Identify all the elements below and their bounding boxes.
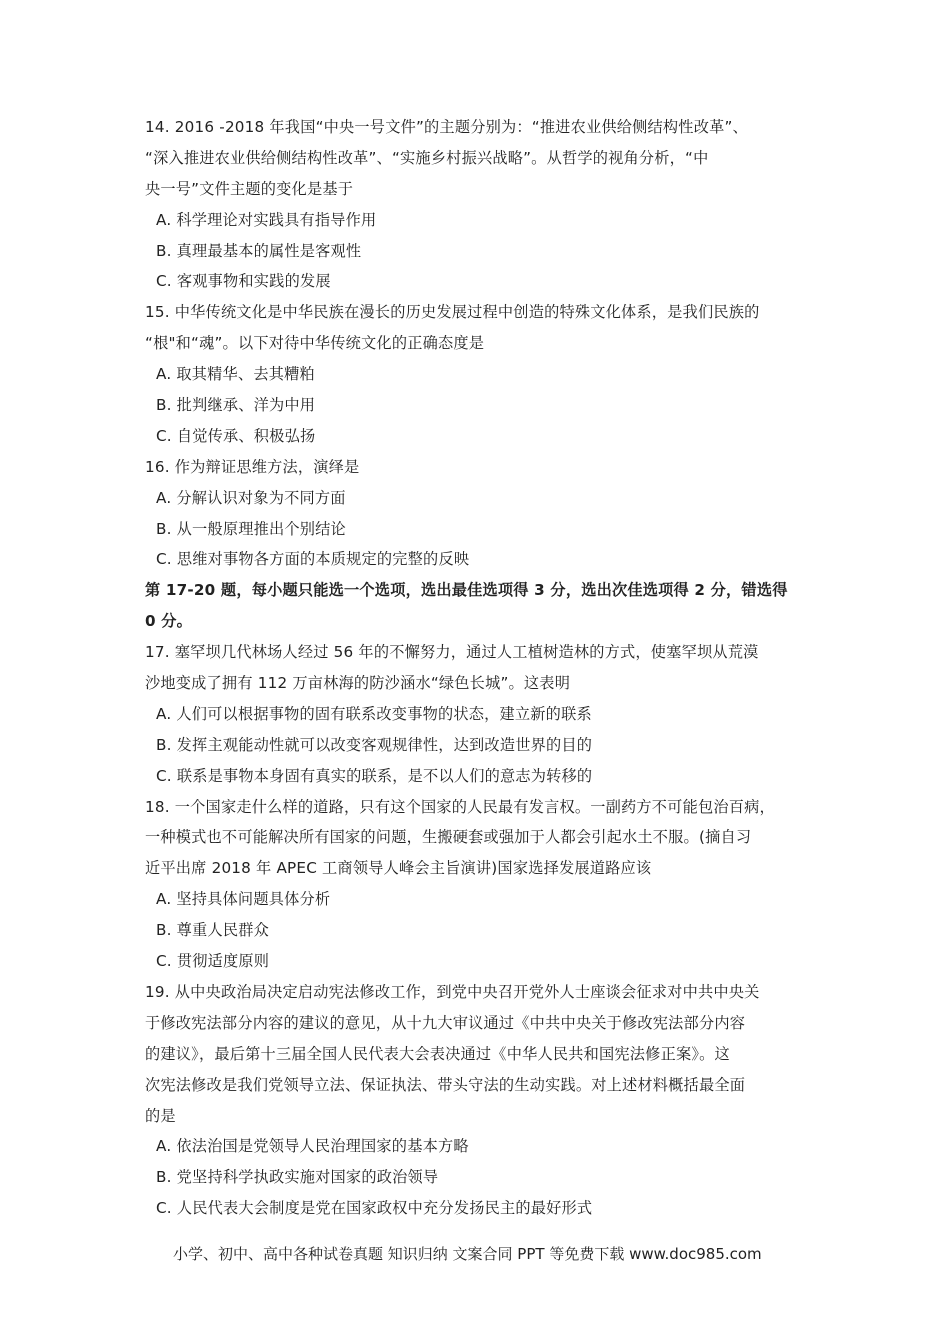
question-q16-option: C. 思维对事物各方面的本质规定的完整的反映	[156, 550, 470, 569]
question-q17-option: C. 联系是事物本身固有真实的联系，是不以人们的意志为转移的	[156, 766, 593, 785]
question-q17-option: B. 发挥主观能动性就可以改变客观规律性，达到改造世界的目的	[156, 735, 593, 754]
question-q17-stem-line: 17. 塞罕坝几代林场人经过 56 年的不懈努力，通过人工植树造林的方式，使塞罕坝从荒漠	[145, 643, 759, 662]
question-q15-stem-line: 15. 中华传统文化是中华民族在漫长的历史发展过程中创造的特殊文化体系，是我们民族的	[145, 303, 760, 322]
section-instruction: 第 17-20 题，每小题只能选一个选项，选出最佳选项得 3 分，选出次佳选项得 2 分，错选得	[145, 581, 788, 600]
question-q14-stem-line: 央一号”文件主题的变化是基于	[145, 179, 354, 198]
question-q14-stem-line: “深入推进农业供给侧结构性改革”、“实施乡村振兴战略”。从哲学的视角分析，“中	[145, 148, 709, 167]
question-q19-option: B. 党坚持科学执政实施对国家的政治领导	[156, 1168, 439, 1187]
question-q18-stem-line: 近平出席 2018 年 APEC 工商领导人峰会主旨演讲)国家选择发展道路应该	[145, 859, 652, 878]
section-instruction: 0 分。	[145, 612, 193, 631]
question-q17-stem-line: 沙地变成了拥有 112 万亩林海的防沙涵水“绿色长城”。这表明	[145, 674, 571, 693]
question-q14-option: C. 客观事物和实践的发展	[156, 272, 331, 291]
question-q15-option: A. 取其精华、去其糟粕	[156, 365, 315, 384]
question-q19-option: A. 依法治国是党领导人民治理国家的基本方略	[156, 1137, 469, 1156]
page-footer: 小学、初中、高中各种试卷真题 知识归纳 文案合同 PPT 等免费下载 www.doc985.com	[173, 1245, 762, 1263]
question-q19-stem-line: 19. 从中央政治局决定启动宪法修改工作，到党中央召开党外人士座谈会征求对中共中央关	[145, 982, 760, 1001]
question-q18-stem-line: 18. 一个国家走什么样的道路，只有这个国家的人民最有发言权。一副药方不可能包治百病，	[145, 797, 775, 816]
question-q18-option: B. 尊重人民群众	[156, 921, 269, 940]
question-q16-stem-line: 16. 作为辩证思维方法，演绎是	[145, 457, 360, 476]
question-q17-option: A. 人们可以根据事物的固有联系改变事物的状态，建立新的联系	[156, 704, 592, 723]
question-q18-option: A. 坚持具体问题具体分析	[156, 890, 331, 909]
question-q14-stem-line: 14. 2016 -2018 年我国“中央一号文件”的主题分别为：“推进农业供给侧结构性改革”、	[145, 118, 748, 136]
question-q19-stem-line: 的是	[145, 1106, 176, 1125]
question-q19-stem-line: 次宪法修改是我们党领导立法、保证执法、带头守法的生动实践。对上述材料概括最全面	[145, 1075, 746, 1094]
question-q16-option: A. 分解认识对象为不同方面	[156, 488, 346, 507]
question-q15-stem-line: “根"和“魂”。以下对待中华传统文化的正确态度是	[145, 334, 485, 353]
question-q15-option: B. 批判继承、洋为中用	[156, 396, 316, 415]
question-q14-option: A. 科学理论对实践具有指导作用	[156, 210, 377, 229]
document-body	[145, 112, 810, 1224]
question-q16-option: B. 从一般原理推出个别结论	[156, 519, 346, 538]
question-q14-option: B. 真理最基本的属性是客观性	[156, 241, 362, 260]
question-q18-stem-line: 一种模式也不可能解决所有国家的问题，生搬硬套或强加于人都会引起水土不服。(摘自习	[145, 828, 752, 847]
question-q15-option: C. 自觉传承、积极弘扬	[156, 426, 316, 445]
question-q19-stem-line: 的建议》，最后第十三届全国人民代表大会表决通过《中华人民共和国宪法修正案》。这	[145, 1044, 730, 1063]
question-q18-option: C. 贯彻适度原则	[156, 952, 270, 971]
question-q19-option: C. 人民代表大会制度是党在国家政权中充分发扬民主的最好形式	[156, 1199, 593, 1218]
question-q19-stem-line: 于修改宪法部分内容的建议的意见，从十九大审议通过《中共中央关于修改宪法部分内容	[145, 1013, 746, 1032]
